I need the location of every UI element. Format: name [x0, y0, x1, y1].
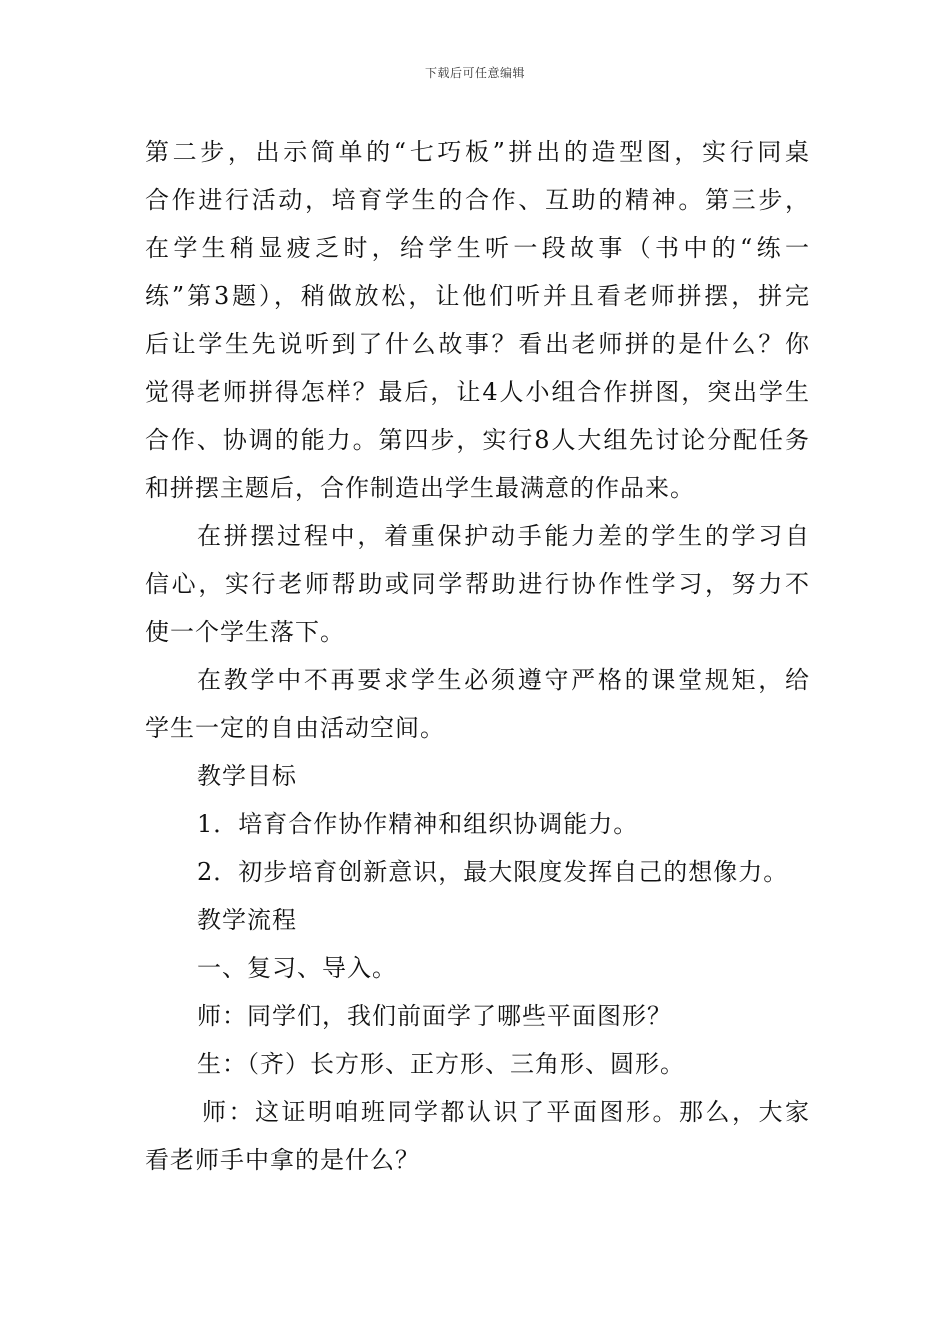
paragraph-line: 在学生稍显疲乏时，给学生听一段故事（书中的“练一 — [145, 234, 810, 262]
paragraph-line: 在教学中不再要求学生必须遵守严格的课堂规矩，给 — [197, 666, 810, 694]
paragraph-line: 和拼摆主题后，合作制造出学生最满意的作品来。 — [145, 474, 695, 502]
paragraph-line: 在拼摆过程中，着重保护动手能力差的学生的学习自 — [197, 522, 810, 550]
dialogue-line: 生：（齐）长方形、正方形、三角形、圆形。 — [197, 1050, 685, 1078]
paragraph-line: 使一个学生落下。 — [145, 618, 345, 646]
paragraph-line: 信心，实行老师帮助或同学帮助进行协作性学习，努力不 — [145, 570, 810, 598]
list-item: 1．培育合作协作精神和组织协调能力。 — [197, 810, 639, 838]
paragraph-line: 第二步，出示简单的“七巧板”拼出的造型图，实行同桌 — [145, 138, 810, 166]
list-item: 2．初步培育创新意识，最大限度发挥自己的想像力。 — [197, 858, 789, 886]
paragraph-line: 学生一定的自由活动空间。 — [145, 714, 445, 742]
section-heading: 教学流程 — [197, 906, 297, 934]
dialogue-line: 师：同学们，我们前面学了哪些平面图形？ — [197, 1002, 672, 1030]
dialogue-line: 师：这证明咱班同学都认识了平面图形。那么，大家 — [202, 1098, 810, 1126]
paragraph-line: 合作进行活动，培育学生的合作、互助的精神。第三步， — [145, 186, 810, 214]
paragraph-line: 觉得老师拼得怎样？最后，让4人小组合作拼图，突出学生 — [145, 378, 810, 406]
document-body — [145, 128, 810, 1184]
paragraph-line: 练”第3题），稍做放松，让他们听并且看老师拼摆，拼完 — [145, 282, 810, 310]
dialogue-line: 看老师手中拿的是什么？ — [145, 1146, 420, 1174]
page-header: 下载后可任意编辑 — [424, 66, 525, 80]
section-heading: 教学目标 — [197, 762, 297, 790]
paragraph-line: 合作、协调的能力。第四步，实行8人大组先讨论分配任务 — [145, 426, 810, 454]
paragraph-line: 后让学生先说听到了什么故事？看出老师拼的是什么？你 — [145, 330, 810, 358]
step-heading: 一、复习、导入。 — [197, 954, 397, 982]
